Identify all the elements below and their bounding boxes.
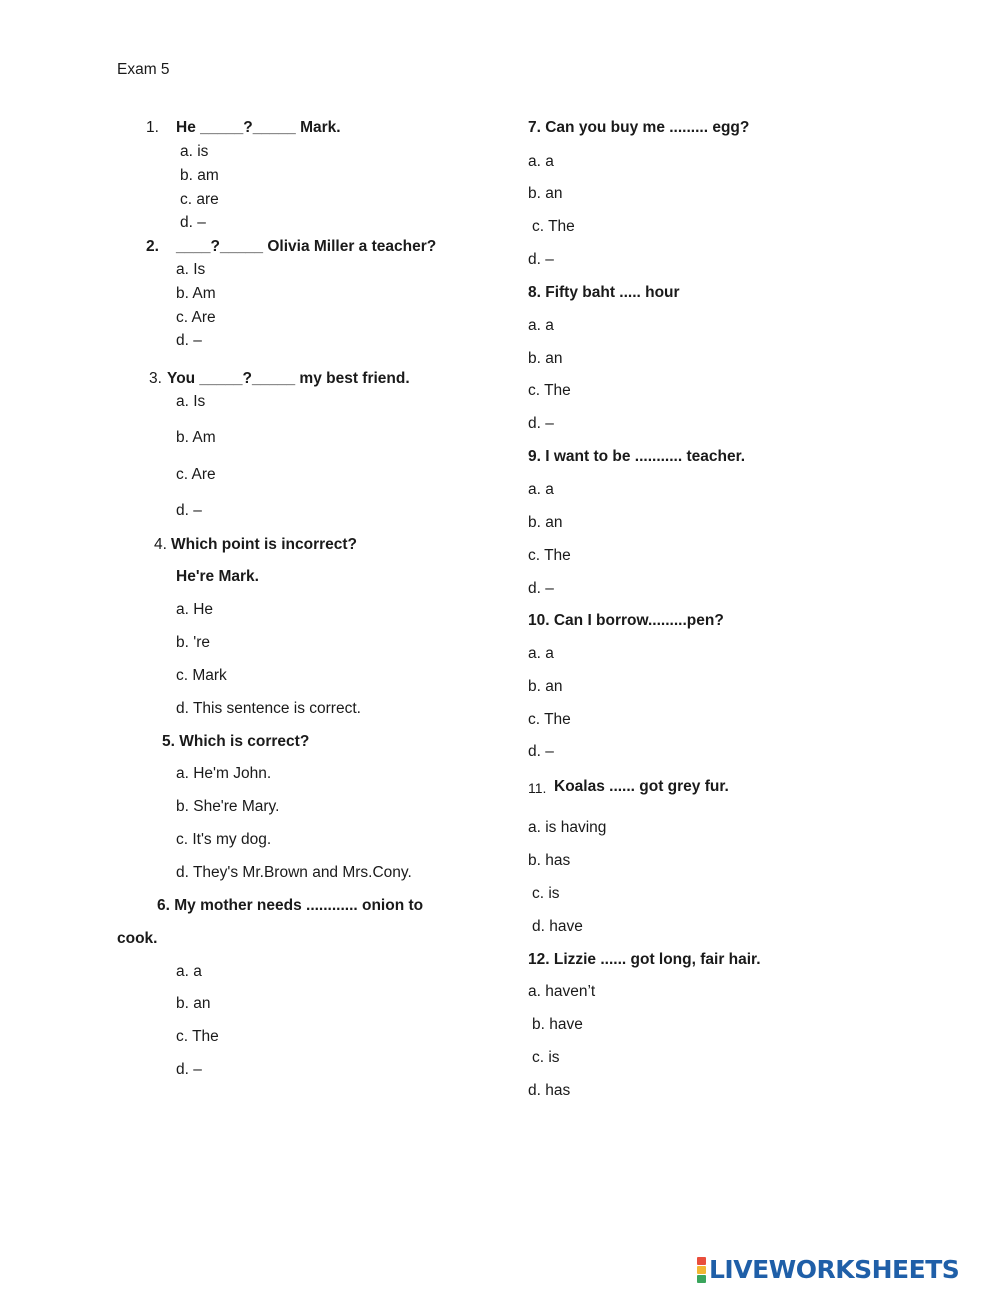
question-6-option-b[interactable]: b. an	[176, 995, 211, 1012]
question-4-option-d[interactable]: d. This sentence is correct.	[176, 700, 361, 717]
logo-text: LIVEWORKSHEETS	[709, 1255, 960, 1284]
question-11-option-d[interactable]: d. have	[532, 918, 583, 935]
question-11-text: Koalas ...... got grey fur.	[554, 778, 729, 795]
question-7-option-c[interactable]: c. The	[532, 218, 575, 235]
question-12-text: 12. Lizzie ...... got long, fair hair.	[528, 951, 761, 968]
question-3-option-d[interactable]: d. –	[176, 502, 202, 519]
question-3-option-a[interactable]: a. Is	[176, 393, 206, 410]
question-10-option-c[interactable]: c. The	[528, 711, 571, 728]
question-4-option-c[interactable]: c. Mark	[176, 667, 227, 684]
question-6-option-a[interactable]: a. a	[176, 963, 202, 980]
question-1-number: 1.	[146, 119, 159, 136]
question-1-option-b[interactable]: b. am	[180, 167, 219, 184]
question-4-sentence: He're Mark.	[176, 568, 259, 585]
question-2-option-d[interactable]: d. –	[176, 332, 202, 349]
question-2-text: ____?_____ Olivia Miller a teacher?	[176, 238, 437, 255]
question-11-option-c[interactable]: c. is	[532, 885, 560, 902]
question-9-option-b[interactable]: b. an	[528, 514, 563, 531]
liveworksheets-logo	[697, 1256, 959, 1284]
question-5-option-b[interactable]: b. She're Mary.	[176, 798, 280, 815]
question-10-option-d[interactable]: d. –	[528, 743, 554, 760]
question-8-option-a[interactable]: a. a	[528, 317, 554, 334]
question-9-option-d[interactable]: d. –	[528, 580, 554, 597]
question-6-text-continued: cook.	[117, 930, 158, 947]
question-8-text: 8. Fifty baht ..... hour	[528, 284, 680, 301]
question-12-option-c[interactable]: c. is	[532, 1049, 560, 1066]
question-9-option-c[interactable]: c. The	[528, 547, 571, 564]
question-4-option-a[interactable]: a. He	[176, 601, 214, 618]
logo-blocks-icon	[697, 1257, 706, 1283]
question-3-option-c[interactable]: c. Are	[176, 466, 216, 483]
question-4-option-b[interactable]: b. 're	[176, 634, 210, 651]
question-12-option-b[interactable]: b. have	[532, 1016, 583, 1033]
question-5-option-d[interactable]: d. They's Mr.Brown and Mrs.Cony.	[176, 864, 412, 881]
question-5-text: 5. Which is correct?	[162, 733, 310, 750]
question-8-option-b[interactable]: b. an	[528, 350, 563, 367]
question-10-option-a[interactable]: a. a	[528, 645, 554, 662]
question-3-option-b[interactable]: b. Am	[176, 429, 216, 446]
question-12-option-d[interactable]: d. has	[528, 1082, 571, 1099]
question-2-number: 2.	[146, 238, 159, 255]
question-2-option-b[interactable]: b. Am	[176, 285, 216, 302]
question-6-option-d[interactable]: d. –	[176, 1061, 202, 1078]
question-5-option-a[interactable]: a. He'm John.	[176, 765, 272, 782]
logo-block-e	[697, 1275, 706, 1283]
exam-title: Exam 5	[117, 61, 170, 78]
question-7-option-b[interactable]: b. an	[528, 185, 563, 202]
logo-block-v	[697, 1266, 706, 1274]
question-8-option-d[interactable]: d. –	[528, 415, 554, 432]
question-8-option-c[interactable]: c. The	[528, 382, 571, 399]
question-9-text: 9. I want to be ........... teacher.	[528, 448, 746, 465]
logo-block-l	[697, 1257, 706, 1265]
question-9-option-a[interactable]: a. a	[528, 481, 554, 498]
question-4-text: Which point is incorrect?	[171, 536, 358, 553]
question-7-option-d[interactable]: d. –	[528, 251, 554, 268]
question-2-option-a[interactable]: a. Is	[176, 261, 206, 278]
question-1-option-c[interactable]: c. are	[180, 191, 219, 208]
question-12-option-a[interactable]: a. haven’t	[528, 983, 596, 1000]
question-6-text: 6. My mother needs ............ onion to	[157, 897, 424, 914]
question-4-number: 4.	[154, 536, 167, 553]
question-1-text: He _____?_____ Mark.	[176, 119, 341, 136]
question-3-number: 3.	[149, 370, 162, 387]
question-1-option-d[interactable]: d. –	[180, 214, 206, 231]
question-6-option-c[interactable]: c. The	[176, 1028, 219, 1045]
question-11-number: 11.	[528, 780, 547, 796]
question-11-option-b[interactable]: b. has	[528, 852, 571, 869]
question-10-option-b[interactable]: b. an	[528, 678, 563, 695]
question-7-text: 7. Can you buy me ......... egg?	[528, 119, 750, 136]
question-3-text: You _____?_____ my best friend.	[167, 370, 410, 387]
question-11-option-a[interactable]: a. is having	[528, 819, 607, 836]
question-10-text: 10. Can I borrow.........pen?	[528, 612, 724, 629]
question-1-option-a[interactable]: a. is	[180, 143, 209, 160]
question-5-option-c[interactable]: c. It's my dog.	[176, 831, 272, 848]
question-7-option-a[interactable]: a. a	[528, 153, 554, 170]
question-2-option-c[interactable]: c. Are	[176, 309, 216, 326]
